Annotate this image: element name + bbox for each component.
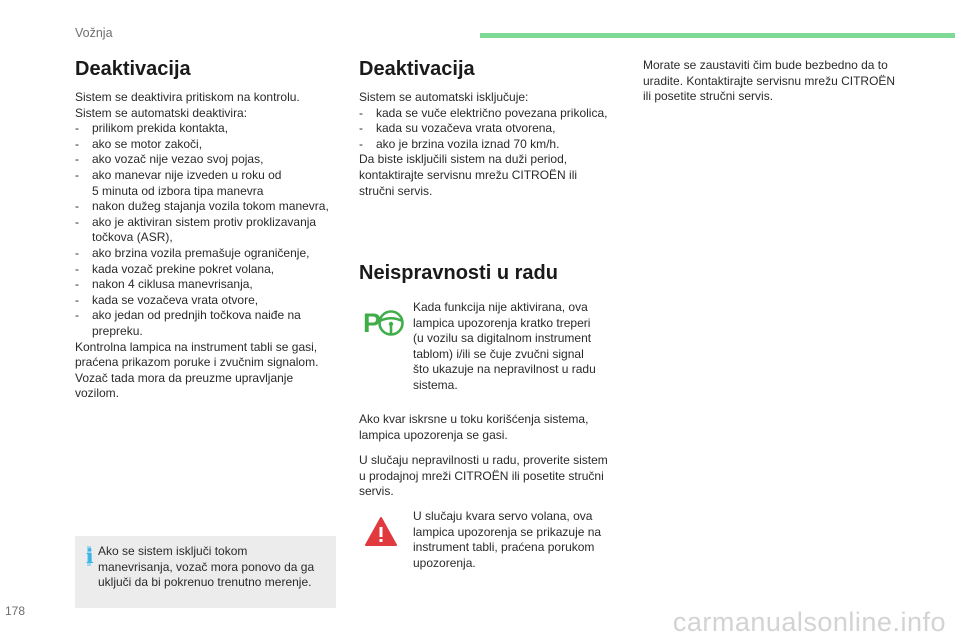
list-item-text: nakon dužeg stajanja vozila tokom manevra, — [92, 199, 329, 214]
lamp-text-line: tablom) i/ili se čuje zvučni signal — [413, 346, 584, 361]
list-dash: - — [75, 121, 79, 136]
list-item — [75, 137, 345, 153]
info-note-text — [98, 544, 314, 591]
list-item-text: ako je aktiviran sistem protiv proklizavanja — [92, 214, 317, 229]
lamp-text-line: (u vozilu sa digitalnom instrument — [413, 331, 592, 346]
outro-line: praćena prikazom poruke i zvučnim signalom. — [75, 355, 319, 370]
list-item-continuation: točkova (ASR), — [92, 230, 173, 245]
lamp-description — [413, 300, 613, 394]
col1-body — [75, 90, 345, 402]
intro-line: Sistem se automatski isključuje: — [359, 90, 529, 104]
list-item-text: kada se vozačeva vrata otvore, — [92, 292, 259, 307]
list-dash: - — [75, 292, 79, 307]
outro-line: vozilom. — [75, 386, 120, 401]
list-dash: - — [75, 261, 79, 276]
warning-description — [413, 509, 613, 571]
outro-line: kontaktirajte servisnu mrežu CITROËN ili — [359, 167, 578, 182]
list-dash: - — [359, 136, 363, 151]
info-line: uključi da bi pokrenuo trenutno merenje. — [98, 575, 312, 590]
list-dash: - — [75, 199, 79, 214]
steering-lamp-icon — [362, 307, 404, 339]
list-item — [75, 215, 345, 231]
list-item — [75, 152, 345, 168]
info-note — [75, 536, 336, 608]
list-item-text: kada se vuče električno povezana prikolica, — [376, 105, 608, 120]
malfunction-para-1 — [359, 412, 629, 443]
lamp-text-line: sistema. — [413, 377, 458, 392]
list-item — [75, 199, 345, 215]
list-item-continuation: prepreku. — [92, 323, 143, 338]
info-line: manevrisanja, vozač mora ponovo da ga — [98, 559, 315, 574]
list-item — [359, 121, 629, 137]
col3-line: Morate se zaustaviti čim bude bezbedno da to — [643, 58, 888, 72]
list-dash: - — [75, 214, 79, 229]
list-item-continuation: 5 minuta od izbora tipa manevra — [92, 183, 264, 198]
list-dash: - — [75, 136, 79, 151]
page-number: 178 — [5, 604, 26, 618]
list-item — [75, 121, 345, 137]
warning-text-line: U slučaju kvara servo volana, ova — [413, 509, 593, 523]
lamp-text-line: Kada funkcija nije aktivirana, ova — [413, 300, 588, 314]
list-dash: - — [75, 277, 79, 292]
list-item — [359, 106, 629, 122]
list-item-text: ako se motor zakoči, — [92, 136, 203, 151]
outro-line: Da biste isključili sistem na duži period, — [359, 152, 568, 167]
list-item-text: kada su vozačeva vrata otvorena, — [376, 121, 556, 136]
para-line: Ako kvar iskrsne u toku korišćenja sistema, — [359, 412, 589, 426]
list-item-text: ako brzina vozila premašuje ograničenje, — [92, 245, 310, 260]
list-item-text: ako vozač nije vezao svoj pojas, — [92, 152, 264, 167]
warning-text-line: upozorenja. — [413, 555, 476, 570]
svg-text:P: P — [363, 308, 382, 338]
lamp-text-line: što ukazuje na nepravilnost u radu — [413, 362, 596, 377]
list-item-text: ako manevar nije izveden u roku od — [92, 167, 282, 182]
list-item-text: ako je brzina vozila iznad 70 km/h. — [376, 136, 560, 151]
info-icon: i — [86, 544, 94, 568]
list-item-text: prilikom prekida kontakta, — [92, 121, 229, 136]
list-item — [75, 293, 345, 309]
list-dash: - — [75, 152, 79, 167]
col1-heading: Deaktivacija — [75, 58, 191, 80]
section-title: Vožnja — [75, 26, 113, 40]
outro-line: stručni servis. — [359, 183, 433, 198]
warning-text-line: lampica upozorenja se prikazuje na — [413, 524, 602, 539]
col3-body — [643, 58, 943, 105]
intro-line: Sistem se deaktivira pritiskom na kontrolu. — [75, 90, 300, 104]
para-line: U slučaju nepravilnosti u radu, proverite sistem — [359, 453, 608, 467]
list-item — [75, 308, 345, 324]
warning-text-line: instrument tabli, praćena porukom — [413, 540, 595, 555]
outro-line: Vozač tada mora da preuzme upravljanje — [75, 370, 294, 385]
list-item — [75, 246, 345, 262]
list-item — [75, 277, 345, 293]
list-item-text: kada vozač prekine pokret volana, — [92, 261, 275, 276]
intro-line: Sistem se automatski deaktivira: — [75, 105, 248, 120]
section-accent-bar — [480, 33, 955, 38]
para-line: u prodajnoj mreži CITROËN ili posetite stručni — [359, 468, 604, 483]
list-dash: - — [75, 245, 79, 260]
col3-line: ili posetite stručni servis. — [643, 89, 774, 104]
info-line: Ako se sistem isključi tokom — [98, 544, 248, 558]
list-item — [75, 168, 345, 184]
para-line: lampica upozorenja se gasi. — [359, 427, 508, 442]
list-item — [75, 262, 345, 278]
outro-line: Kontrolna lampica na instrument tabli se gasi, — [75, 339, 318, 354]
col2-heading: Deaktivacija — [359, 58, 475, 80]
list-dash: - — [359, 121, 363, 136]
list-item — [359, 137, 629, 153]
watermark: carmanualsonline.info — [672, 607, 946, 637]
list-dash: - — [359, 105, 363, 120]
malfunction-para-2 — [359, 453, 629, 500]
list-item-text: ako jedan od prednjih točkova naiđe na — [92, 308, 301, 323]
list-item-text: nakon 4 ciklusa manevrisanja, — [92, 277, 253, 292]
warning-triangle-icon — [364, 516, 398, 548]
list-dash: - — [75, 308, 79, 323]
col2-body — [359, 90, 629, 199]
lamp-text-line: lampica upozorenja kratko treperi — [413, 315, 591, 330]
list-dash: - — [75, 167, 79, 182]
malfunction-heading: Neispravnosti u radu — [359, 262, 558, 284]
para-line: servis. — [359, 484, 394, 499]
col3-line: uradite. Kontaktirajte servisnu mrežu CITROËN — [643, 73, 896, 88]
